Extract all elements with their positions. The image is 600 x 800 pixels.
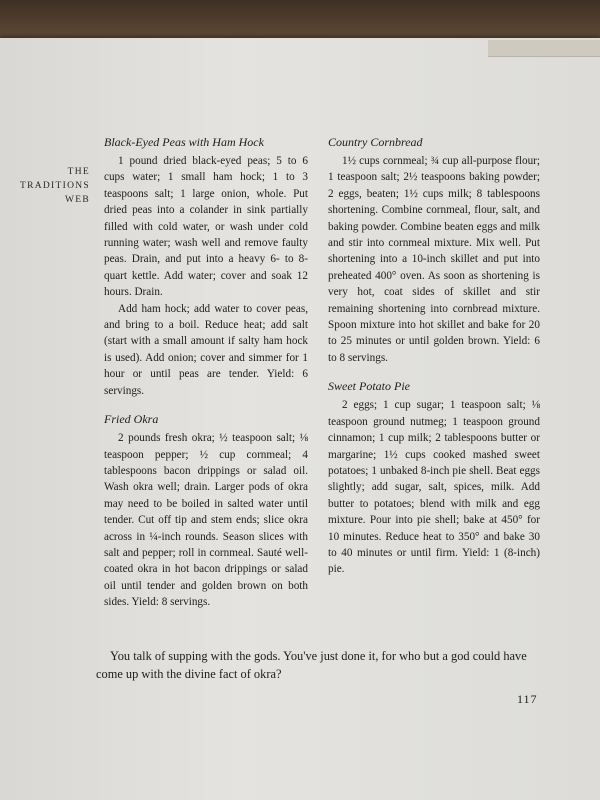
recipe-title: Sweet Potato Pie (328, 379, 410, 394)
recipe-title: Country Cornbread (328, 135, 423, 149)
recipe-paragraph: 1½ cups cornmeal; ¾ cup all-purpose flour; 1 teaspoon salt; 2½ teaspoons baking powder; 2 eggs, beaten; 1½ cups milk; 8 tablespoons shortening. Combine cornmeal, flour, salt, and baking powder. Combine beaten eggs and milk and stir into cornmeal mixture. Mix well. Put shortening into a 10-inch skillet and put into preheated 400° oven. As soon as shortening is very hot, coat sides of skillet and stir remaining shortening into cornbread mixture. Spoon mixture into hot skillet and bake for 20 to 25 minutes or until golden brown. Yield: 6 to 8 servings. (328, 155, 540, 364)
running-head-line-2: TRADITIONS (20, 181, 90, 191)
recipe-fried-okra (104, 411, 308, 610)
right-column (328, 134, 540, 590)
page-number: 117 (517, 692, 538, 706)
recipe-paragraph: 2 pounds fresh okra; ½ teaspoon salt; ⅛ teaspoon pepper; ½ cup cornmeal; 4 tablespoons bacon drippings or salad oil. Wash okra well; drain. Larger pods of okra may need to be boiled in salted water until tender. Cut off tip and stem ends; slice okra across in ¼-inch rounds. Season slices with salt and pepper; roll in cornmeal. Sauté well-coated okra in hot bacon drippings or salad oil until tender and golden brown on both sides. Yield: 8 servings. (104, 432, 308, 609)
recipe-title: Fried Okra (104, 412, 159, 427)
recipe-paragraph: Add ham hock; add water to cover peas, and bring to a boil. Reduce heat; add salt (start with a small amount if salty ham hock is used). Add onion; cover and simmer for 1 hour or until peas are tender. Yield: 6 servings. (104, 302, 308, 397)
running-head-line-1: THE (67, 167, 90, 177)
recipe-paragraph: 1 pound dried black-eyed peas; 5 to 6 cups water; 1 small ham hock; 1 to 3 teaspoons salt; 1 large onion, whole. Put dried peas into a colander in sink partially filled with cold water, or wash under cold running water; wash well and remove faulty peas. Drain, and put into a heavy 6- to 8-quart kettle. Add water; cover and soak 12 hours. Drain. (104, 155, 308, 299)
left-column (104, 134, 308, 623)
recipe-paragraph: 2 eggs; 1 cup sugar; 1 teaspoon salt; ⅛ teaspoon ground nutmeg; 1 teaspoon ground cinnamon; 1 cup milk; 2 tablespoons butter or margarine; 1½ cups cooked mashed sweet potatoes; 1 unbaked 8-inch pie shell. Beat eggs slightly; add sugar, salt, spices, milk. Add butter to potatoes; blend with milk and egg mixture. Pour into pie shell; bake at 450° for 10 minutes. Reduce heat to 350° and bake 30 to 40 minutes or until firm. Yield: 1 (8-inch) pie. (328, 399, 540, 576)
recipe-sweet-potato-pie (328, 378, 540, 577)
page-edge-strip (488, 40, 600, 57)
running-head-line-3: WEB (64, 195, 90, 205)
recipe-title: Black-Eyed Peas with Ham Hock (104, 135, 264, 149)
closing-quote: You talk of supping with the gods. You've just done it, for who but a god could have come up with the divine fact of okra? (96, 649, 527, 681)
running-head (14, 165, 90, 207)
recipe-country-cornbread (328, 134, 540, 366)
recipe-black-eyed-peas (104, 134, 308, 399)
